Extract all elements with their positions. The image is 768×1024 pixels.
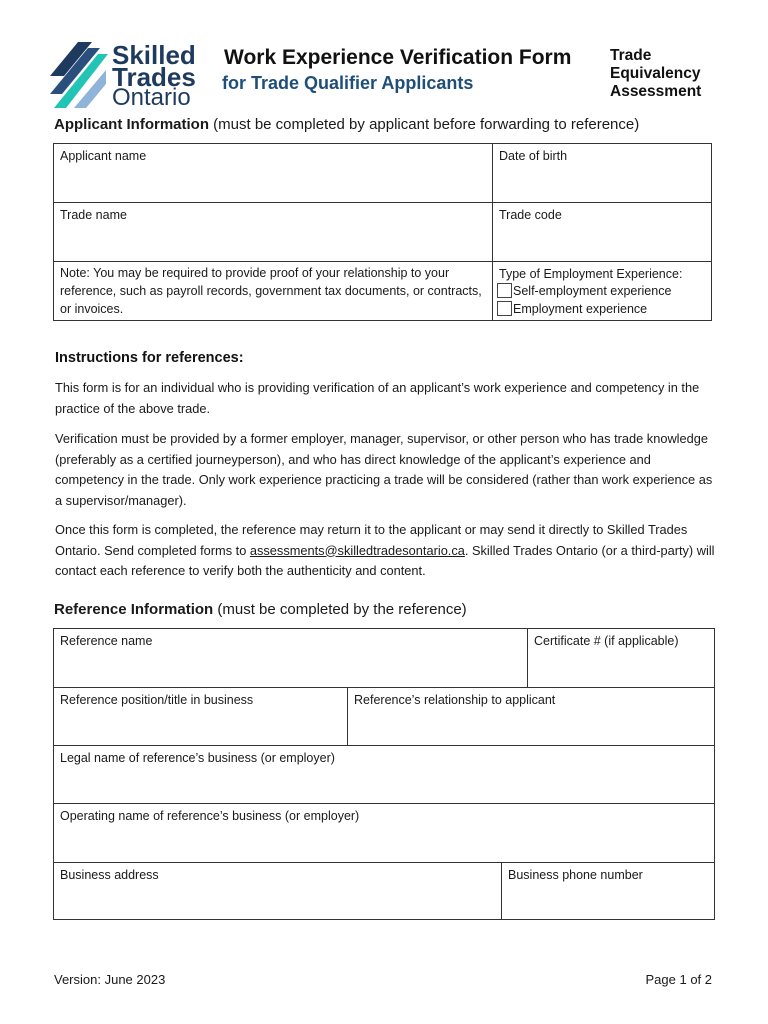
relationship-proof-note-cell bbox=[54, 262, 493, 320]
logo-word-trades: Trades bbox=[112, 62, 196, 92]
applicant-name-label: Applicant name bbox=[60, 149, 147, 163]
applicant-heading-rest: (must be completed by applicant before forwarding to reference) bbox=[209, 116, 640, 133]
trade-name-field[interactable] bbox=[54, 203, 493, 262]
self-employment-option-label: Self-employment experience bbox=[513, 284, 672, 298]
self-employment-option[interactable] bbox=[497, 282, 671, 300]
applicant-heading-bold: Applicant Information bbox=[54, 116, 209, 133]
applicant-info-table bbox=[53, 143, 712, 321]
instructions-title: Instructions for references: bbox=[55, 350, 244, 366]
employment-type-cell bbox=[493, 262, 711, 320]
reference-section-heading bbox=[54, 601, 467, 618]
logo-mark-icon bbox=[48, 40, 108, 108]
page-number-footer: Page 1 of 2 bbox=[645, 972, 712, 987]
legal-business-name-field[interactable] bbox=[54, 746, 714, 804]
form-title: Work Experience Verification Form bbox=[224, 46, 572, 69]
reference-heading-rest: (must be completed by the reference) bbox=[213, 601, 467, 618]
legal-business-name-label: Legal name of reference’s business (or employer) bbox=[60, 751, 335, 765]
trade-code-label: Trade code bbox=[499, 208, 562, 222]
business-phone-field[interactable] bbox=[502, 863, 714, 919]
employment-option[interactable] bbox=[497, 300, 647, 318]
reference-relationship-field[interactable] bbox=[348, 688, 714, 746]
instructions-paragraph-3-start: Once this form is completed, the reference may return it to the applicant or may send it directly to Skilled Trades Ontario. Send completed forms to bbox=[55, 522, 688, 558]
date-of-birth-field[interactable] bbox=[493, 144, 711, 203]
logo-word-ontario: Ontario bbox=[112, 84, 191, 111]
reference-info-table bbox=[53, 628, 715, 920]
self-employment-checkbox[interactable] bbox=[497, 283, 512, 298]
business-address-field[interactable] bbox=[54, 863, 502, 919]
form-subtitle: for Trade Qualifier Applicants bbox=[222, 73, 474, 93]
certificate-number-label: Certificate # (if applicable) bbox=[534, 634, 679, 648]
assessments-email-link[interactable]: assessments@skilledtradesontario.ca bbox=[249, 542, 465, 558]
version-footer: Version: June 2023 bbox=[54, 972, 166, 987]
instructions-paragraph-3 bbox=[55, 520, 717, 582]
business-address-label: Business address bbox=[60, 868, 159, 882]
business-phone-label: Business phone number bbox=[508, 868, 643, 882]
logo-word-skilled: Skilled bbox=[112, 40, 196, 70]
applicant-name-field[interactable] bbox=[54, 144, 493, 203]
relationship-proof-note: Note: You may be required to provide proof of your relationship to your reference, such as payroll records, government tax documents, or contracts, or invoices. bbox=[60, 266, 482, 316]
reference-heading-bold: Reference Information bbox=[54, 601, 214, 618]
instructions-paragraph-3-end: . Skilled Trades Ontario (or a third-party) will contact each reference to verify both the authenticity and content. bbox=[55, 542, 715, 578]
instructions-paragraph-2: Verification must be provided by a former employer, manager, supervisor, or other person who has trade knowledge (preferably as a certified journeyperson), and who has direct knowledge of the applicant’s experience and competency in the trade. Only work experience practicing a trade will be considered (rather than work experience as a supervisor/manager). bbox=[55, 431, 713, 508]
assessment-type-label bbox=[610, 47, 740, 101]
reference-relationship-label: Reference’s relationship to applicant bbox=[354, 693, 556, 707]
operating-business-name-field[interactable] bbox=[54, 804, 714, 863]
side-label-line-1: Trade bbox=[610, 47, 652, 64]
skilled-trades-ontario-logo bbox=[48, 40, 208, 111]
side-label-line-2: Equivalency bbox=[610, 65, 701, 82]
side-label-line-3: Assessment bbox=[610, 83, 702, 100]
reference-position-label: Reference position/title in business bbox=[60, 693, 254, 707]
trade-name-label: Trade name bbox=[60, 208, 127, 222]
employment-option-label: Employment experience bbox=[513, 302, 648, 316]
reference-name-field[interactable] bbox=[54, 629, 528, 688]
instructions-paragraph-1: This form is for an individual who is providing verification of an applicant’s work experience and competency in the practice of the above trade. bbox=[55, 380, 700, 416]
operating-business-name-label: Operating name of reference’s business (or employer) bbox=[60, 809, 360, 823]
certificate-number-field[interactable] bbox=[528, 629, 714, 688]
trade-code-field[interactable] bbox=[493, 203, 711, 262]
reference-name-label: Reference name bbox=[60, 634, 153, 648]
date-of-birth-label: Date of birth bbox=[499, 149, 568, 163]
employment-type-label: Type of Employment Experience: bbox=[499, 267, 683, 281]
reference-position-field[interactable] bbox=[54, 688, 348, 746]
employment-checkbox[interactable] bbox=[497, 301, 512, 316]
applicant-section-heading bbox=[54, 116, 639, 133]
